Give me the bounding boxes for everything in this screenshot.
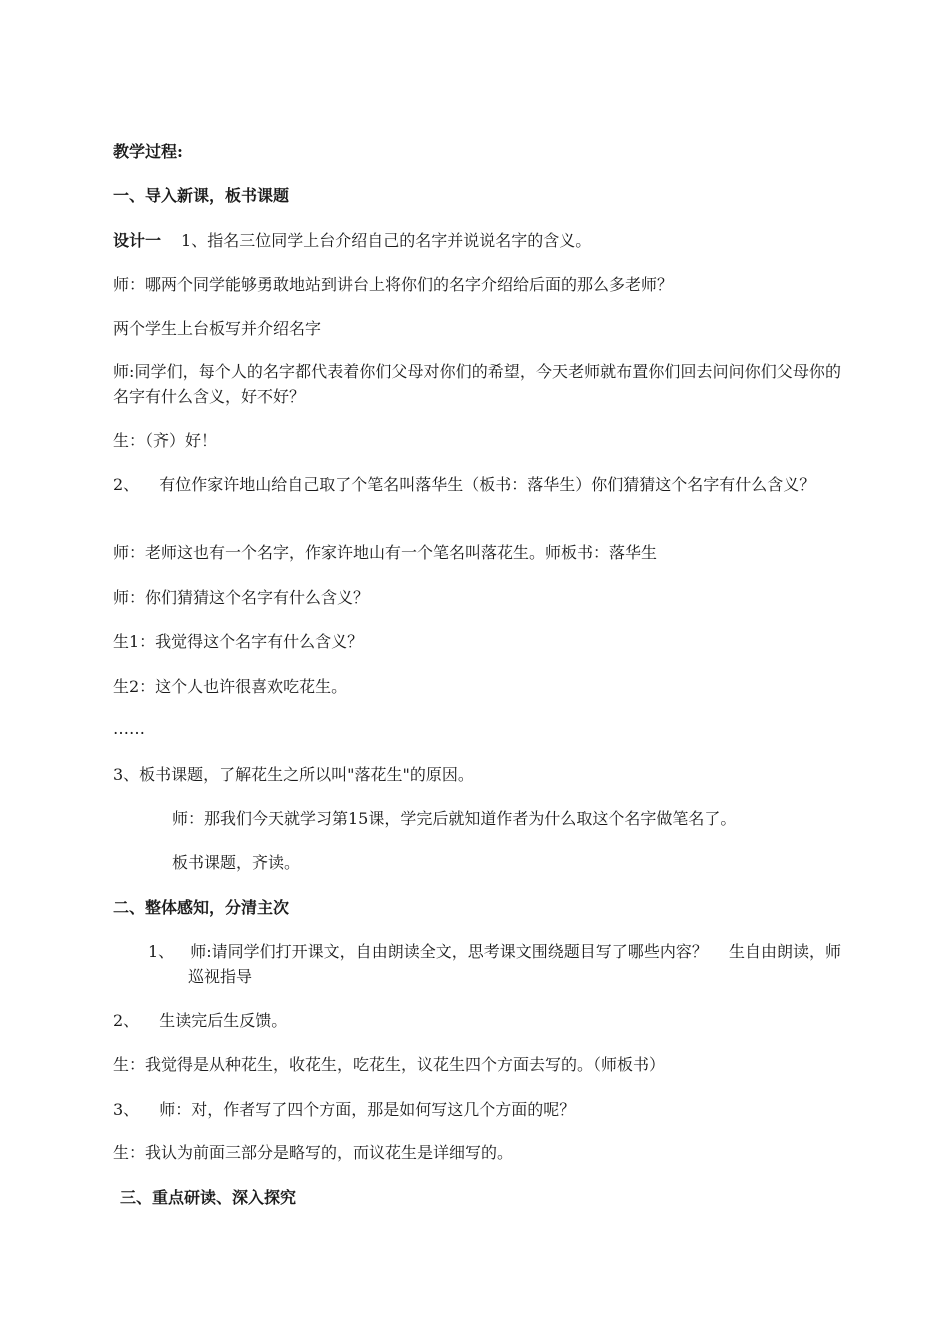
paragraph: 3、板书课题，了解花生之所以叫"落花生"的原因。 <box>113 765 474 784</box>
item-number: 1、 <box>148 942 175 961</box>
page-heading: 教学过程: <box>113 142 183 161</box>
paragraph-text: 生读完后生反馈。 <box>159 1011 288 1030</box>
design-one-paragraph <box>113 228 591 253</box>
section-1-title: 一、导入新课，板书课题 <box>113 186 290 205</box>
paragraph: 生：我觉得是从种花生，收花生，吃花生，议花生四个方面去写的。（师板书） <box>113 1055 666 1074</box>
item-number: 3、 <box>113 1100 140 1119</box>
paragraph: 两个学生上台板写并介绍名字 <box>113 319 322 338</box>
ellipsis: …… <box>113 719 145 738</box>
paragraph: 生：（齐）好！ <box>113 431 218 450</box>
paragraph: 师：老师这也有一个名字，作家许地山有一个笔名叫落花生。师板书：落华生 <box>113 543 658 562</box>
numbered-paragraph <box>113 472 841 497</box>
design-label: 设计一 <box>113 231 162 250</box>
indented-paragraph: 板书课题，齐读。 <box>172 853 301 872</box>
paragraph-text: 师：对，作者写了四个方面，那是如何写这几个方面的呢？ <box>159 1100 576 1119</box>
item-number: 2、 <box>113 1011 140 1030</box>
paragraph: 生1：我觉得这个名字有什么含义？ <box>113 632 364 651</box>
numbered-paragraph <box>148 939 841 989</box>
paragraph: 生：我认为前面三部分是略写的，而议花生是详细写的。 <box>113 1143 514 1162</box>
paragraph-text: 1、指名三位同学上台介绍自己的名字并说说名字的含义。 <box>181 231 592 250</box>
indented-paragraph: 师：那我们今天就学习第15课，学完后就知道作者为什么取这个名字做笔名了。 <box>172 809 737 828</box>
paragraph: 师：哪两个同学能够勇敢地站到讲台上将你们的名字介绍给后面的那么多老师？ <box>113 275 674 294</box>
item-number: 2、 <box>113 475 140 494</box>
section-2-title: 二、整体感知，分清主次 <box>113 898 290 917</box>
paragraph: 师：你们猜猜这个名字有什么含义？ <box>113 588 370 607</box>
section-3-title: 三、重点研读、深入探究 <box>120 1188 297 1207</box>
paragraph: 生2：这个人也许很喜欢吃花生。 <box>113 677 348 696</box>
numbered-paragraph <box>113 1097 575 1122</box>
paragraph-text: 师:请同学们打开课文，自由朗读全文，思考课文围绕题目写了哪些内容？ 生自由朗读，师巡视指导 <box>188 942 841 986</box>
paragraph-text: 有位作家许地山给自己取了个笔名叫落华生（板书：落华生）你们猜猜这个名字有什么含义？ <box>159 475 816 494</box>
numbered-paragraph <box>113 1008 287 1033</box>
paragraph: 师:同学们，每个人的名字都代表着你们父母对你们的希望，今天老师就布置你们回去问问你们父母你的名字有什么含义，好不好？ <box>113 362 841 406</box>
